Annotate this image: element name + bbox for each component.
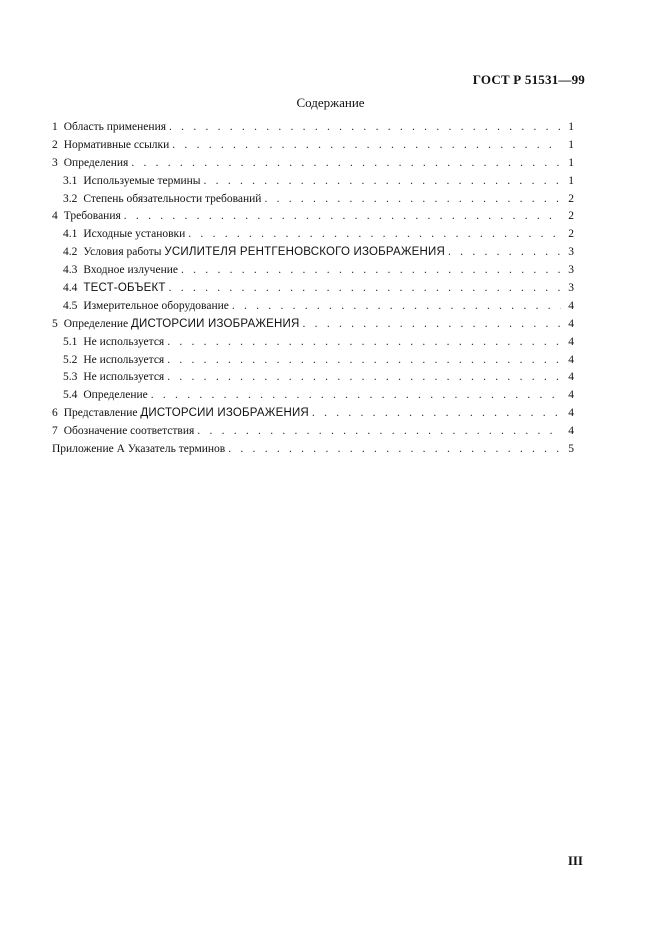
- toc-entry[interactable]: [52, 389, 574, 407]
- dot-leader: [264, 193, 561, 205]
- toc-entry-page: 1: [568, 156, 574, 169]
- toc-entry-label: [52, 318, 300, 330]
- standard-designation: ГОСТ Р 51531—99: [472, 72, 585, 87]
- toc-entry[interactable]: [52, 121, 574, 139]
- dot-leader: [131, 157, 561, 169]
- toc-entry-number: 5.2: [63, 353, 78, 366]
- toc-entry-text: Определение: [63, 317, 131, 330]
- toc-entry-number: 2: [52, 138, 58, 151]
- dot-leader: [169, 121, 561, 133]
- toc-entry-text: Обозначение соответствия: [63, 425, 195, 438]
- toc-entry-label: [52, 121, 166, 133]
- toc-entry-page: 4: [568, 425, 574, 438]
- toc-entry-label: [52, 210, 121, 222]
- toc-entry-label: [52, 157, 128, 169]
- table-of-contents: [52, 121, 574, 461]
- dot-leader: [167, 354, 561, 366]
- toc-entry[interactable]: [52, 246, 574, 264]
- toc-entry-number: 3.1: [63, 174, 78, 187]
- toc-entry-text: Условия работы: [83, 246, 165, 259]
- toc-entry-term: УСИЛИТЕЛЯ РЕНТГЕНОВСКОГО ИЗОБРАЖЕНИЯ: [164, 246, 446, 259]
- toc-entry-number: 4.3: [63, 264, 78, 277]
- dot-leader: [312, 407, 561, 419]
- toc-entry-page: 4: [568, 389, 574, 402]
- toc-entry-page: 4: [568, 353, 574, 366]
- toc-entry[interactable]: [52, 228, 574, 246]
- toc-entry-text: Входное излучение: [83, 264, 178, 277]
- toc-entry-page: 2: [568, 228, 574, 241]
- toc-entry-page: 3: [568, 282, 574, 295]
- toc-entry-label: [63, 193, 261, 205]
- toc-entry-page: 2: [568, 210, 574, 223]
- toc-entry-page: 3: [568, 246, 574, 259]
- toc-entry-page: 3: [568, 264, 574, 277]
- toc-title: Содержание: [296, 95, 365, 110]
- toc-entry[interactable]: [52, 425, 574, 443]
- toc-entry-number: 5.4: [63, 389, 78, 402]
- toc-entry-label: [63, 264, 178, 276]
- toc-entry[interactable]: [52, 443, 574, 461]
- toc-entry-number: 5.1: [63, 335, 78, 348]
- toc-entry-number: 4.4: [63, 282, 78, 295]
- toc-entry-page: 1: [568, 121, 574, 133]
- toc-entry-text: Не используется: [83, 335, 165, 348]
- toc-entry-label: [52, 407, 309, 419]
- toc-entry[interactable]: [52, 210, 574, 228]
- toc-entry-label: [63, 175, 201, 187]
- toc-entry-text: Не используется: [83, 371, 165, 384]
- toc-entry-label: [63, 336, 164, 348]
- page-number: III: [567, 853, 583, 868]
- toc-entry-number: 1: [52, 121, 58, 133]
- toc-entry-number: 7: [52, 425, 58, 438]
- toc-entry[interactable]: [52, 318, 574, 336]
- toc-entry-text: Представление: [63, 407, 141, 420]
- toc-entry-page: 2: [568, 192, 574, 205]
- toc-entry[interactable]: [52, 139, 574, 157]
- dot-leader: [197, 425, 561, 437]
- toc-entry-text: Требования: [63, 210, 121, 223]
- toc-entry-number: 4.2: [63, 246, 78, 259]
- dot-leader: [167, 371, 561, 383]
- toc-entry-label: [63, 389, 148, 401]
- toc-entry-number: 4.5: [63, 299, 78, 312]
- toc-entry[interactable]: [52, 371, 574, 389]
- toc-entry-text: Нормативные ссылки: [63, 138, 170, 151]
- toc-entry-page: 4: [568, 407, 574, 420]
- dot-leader: [188, 228, 561, 240]
- toc-entry-page: 1: [568, 138, 574, 151]
- toc-entry-text: Исходные установки: [83, 228, 186, 241]
- toc-entry-number: 4.1: [63, 228, 78, 241]
- toc-entry-page: 1: [568, 174, 574, 187]
- toc-entry[interactable]: [52, 300, 574, 318]
- toc-entry[interactable]: [52, 157, 574, 175]
- dot-leader: [172, 139, 561, 151]
- toc-entry-page: 4: [568, 299, 574, 312]
- dot-leader: [228, 443, 561, 455]
- dot-leader: [303, 318, 561, 330]
- toc-entry-label: [63, 282, 166, 294]
- dot-leader: [232, 300, 561, 312]
- toc-entry[interactable]: [52, 282, 574, 300]
- toc-entry-label: [52, 443, 225, 455]
- dot-leader: [167, 336, 561, 348]
- toc-entry-page: 5: [568, 443, 574, 456]
- toc-entry-label: [63, 300, 229, 312]
- dot-leader: [204, 175, 561, 187]
- toc-entry-page: 4: [568, 371, 574, 384]
- toc-entry-label: [52, 139, 169, 151]
- toc-entry-term: ДИСТОРСИИ ИЗОБРАЖЕНИЯ: [131, 317, 300, 330]
- toc-entry-text: Не используется: [83, 353, 165, 366]
- toc-entry-number: 5.3: [63, 371, 78, 384]
- dot-leader: [124, 210, 561, 222]
- toc-entry[interactable]: [52, 175, 574, 193]
- toc-entry-number: 5: [52, 317, 58, 330]
- toc-entry-label: [63, 246, 445, 258]
- toc-entry-label: [63, 228, 185, 240]
- toc-entry-number: 3.2: [63, 192, 78, 205]
- dot-leader: [448, 246, 561, 258]
- toc-entry-term: ДИСТОРСИИ ИЗОБРАЖЕНИЯ: [140, 407, 309, 420]
- toc-entry-text: Используемые термины: [83, 174, 201, 187]
- dot-leader: [151, 389, 561, 401]
- toc-entry-label: [52, 425, 194, 437]
- toc-entry[interactable]: [52, 264, 574, 282]
- toc-entry-page: 4: [568, 335, 574, 348]
- toc-entry[interactable]: [52, 193, 574, 211]
- toc-entry-text: Определение: [83, 389, 148, 402]
- toc-entry-label: [63, 354, 164, 366]
- toc-entry[interactable]: [52, 354, 574, 372]
- toc-entry-number: 3: [52, 156, 58, 169]
- toc-entry-text: Измерительное оборудование: [83, 299, 229, 312]
- toc-entry-number: 6: [52, 407, 58, 420]
- dot-leader: [181, 264, 561, 276]
- toc-entry-text: Определения: [63, 156, 129, 169]
- toc-entry-text: Степень обязательности требований: [83, 192, 262, 205]
- toc-entry-page: 4: [568, 317, 574, 330]
- toc-entry-number: 4: [52, 210, 58, 223]
- toc-entry-text: Область применения: [63, 121, 167, 133]
- toc-entry-term: ТЕСТ-ОБЪЕКТ: [83, 282, 166, 295]
- toc-entry-text: Приложение А Указатель терминов: [52, 443, 226, 456]
- dot-leader: [169, 282, 561, 294]
- toc-entry[interactable]: [52, 407, 574, 425]
- toc-entry-label: [63, 371, 164, 383]
- toc-entry[interactable]: [52, 336, 574, 354]
